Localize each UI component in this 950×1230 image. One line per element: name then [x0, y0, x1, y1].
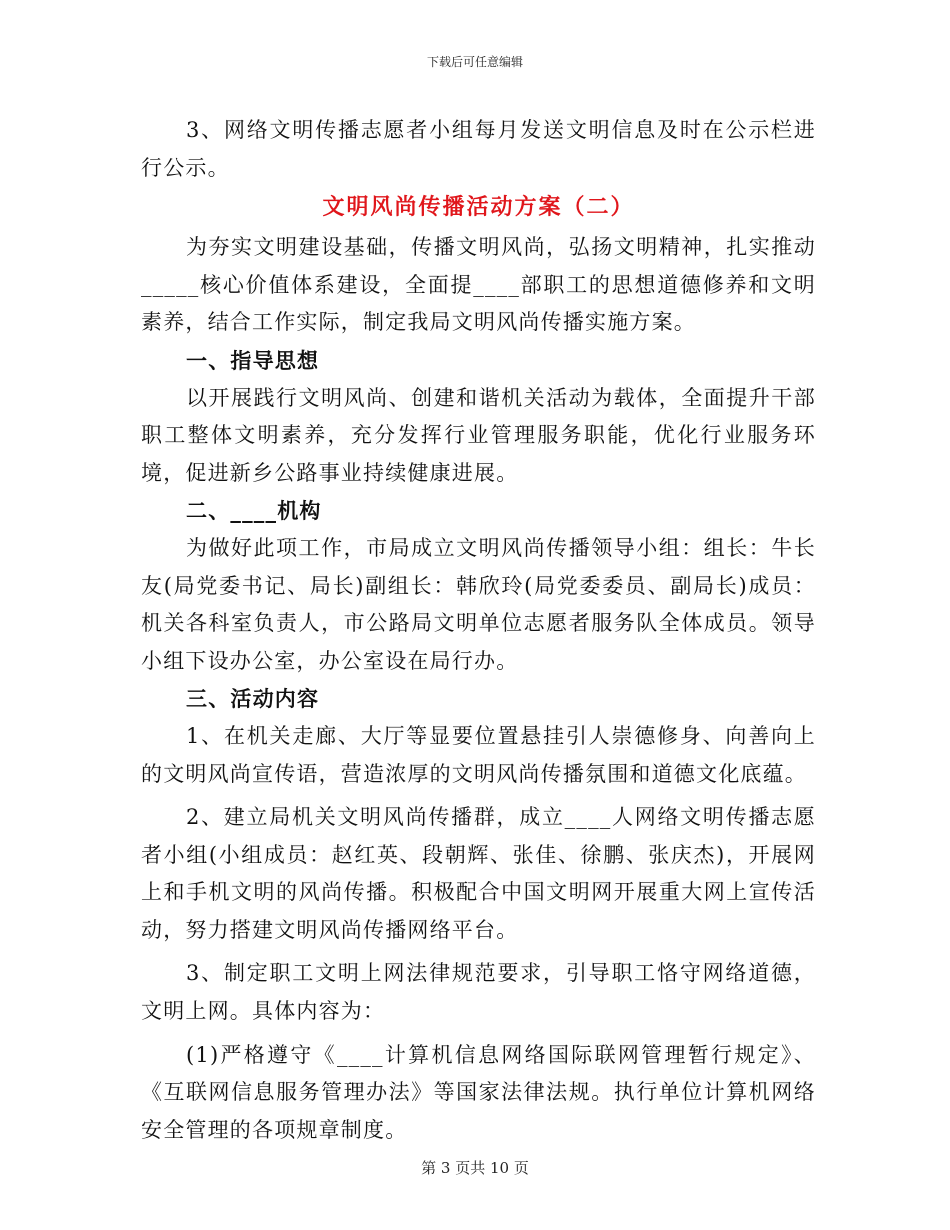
- document-body: [141, 112, 816, 1149]
- paragraph-guiding-thought: 以开展践行文明风尚、创建和谐机关活动为载体，全面提升干部职工整体文明素养，充分发挥行业管理服务职能，优化行业服务环境，促进新乡公路事业持续健康进展。: [141, 385, 816, 485]
- section-heading-guiding-thought: 一、指导思想: [186, 347, 320, 373]
- paragraph-activity-2: 2、建立局机关文明风尚传播群，成立____人网络文明传播志愿者小组(小组成员：赵红英、段朝辉、张佳、徐鹏、张庆杰)，开展网上和手机文明的风尚传播。积极配合中国文明网开展重大网上宣传活动，努力搭建文明风尚传播网络平台。: [141, 805, 816, 942]
- section-heading-organization: 二、____机构: [186, 498, 322, 524]
- document-title: 文明风尚传播活动方案（二）: [322, 194, 635, 221]
- paragraph-activity-1: 1、在机关走廊、大厅等显要位置悬挂引人崇德修身、向善向上的文明风尚宣传语，营造浓厚的文明风尚传播氛围和道德文化底蕴。: [141, 723, 816, 786]
- paragraph-intro: 为夯实文明建设基础，传播文明风尚，弘扬文明精神，扎实推动_____核心价值体系建设，全面提____部职工的思想道德修养和文明素养，结合工作实际，制定我局文明风尚传播实施方案。: [141, 235, 816, 335]
- section-heading-activities: 三、活动内容: [186, 686, 320, 712]
- paragraph-organization: 为做好此项工作，市局成立文明风尚传播领导小组：组长：牛长友(局党委书记、局长)副组长：韩欣玲(局党委委员、副局长)成员：机关各科室负责人，市公路局文明单位志愿者服务队全体成员。领导小组下设办公室，办公室设在局行办。: [141, 535, 816, 673]
- paragraph-activity-3: 3、制定职工文明上网法律规范要求，引导职工恪守网络道德，文明上网。具体内容为：: [141, 961, 816, 1024]
- paragraph-item-3-publicity: 3、网络文明传播志愿者小组每月发送文明信息及时在公示栏进行公示。: [141, 118, 816, 180]
- page-header: 下载后可任意编辑: [426, 55, 523, 69]
- page-footer: 第 3 页共 10 页: [421, 1159, 529, 1177]
- paragraph-rule-1: (1)严格遵守《____计算机信息网络国际联网管理暂行规定》、《互联网信息服务管理办法》等国家法律法规。执行单位计算机网络安全管理的各项规章制度。: [141, 1042, 816, 1142]
